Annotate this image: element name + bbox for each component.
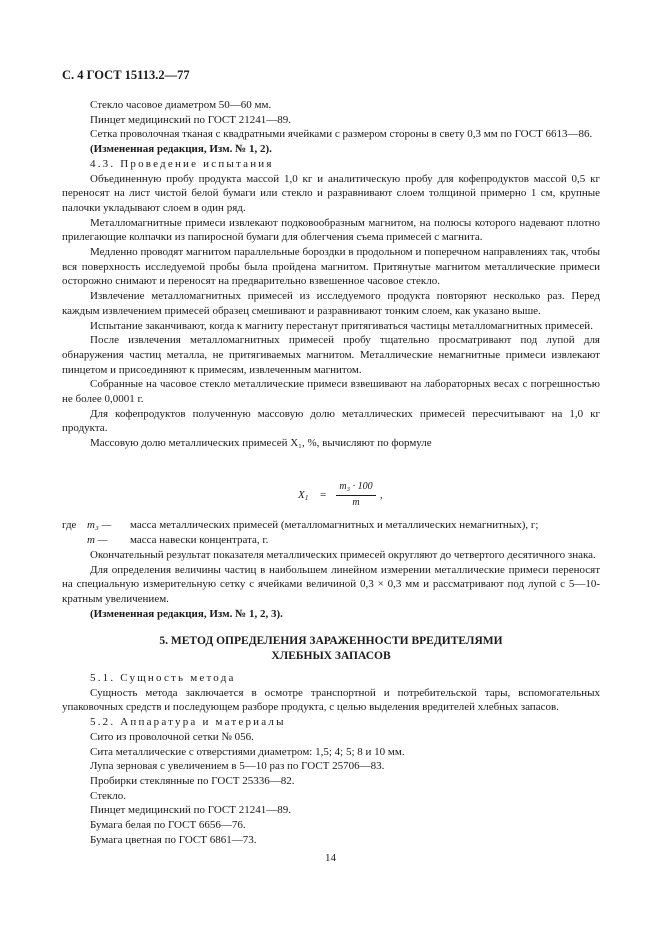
legend-row xyxy=(62,533,600,548)
paragraph: Пинцет медицинский по ГОСТ 21241—89. xyxy=(90,113,291,126)
list-item: Бумага цветная по ГОСТ 6861—73. xyxy=(90,833,257,846)
paragraph: Для кофепродуктов полученную массовую долю металлических примесей пересчитывают на 1,0 кг продукта. xyxy=(62,407,600,435)
formula xyxy=(298,481,418,521)
paragraph: Сетка проволочная тканая с квадратными ячейками с размером стороны в свету 0,3 мм по ГОСТ 6613—86. xyxy=(90,128,593,141)
paragraph: Сущность метода заключается в осмотре транспортной и потребительской тары, вспомогательных упаковочных средств и последующем разборе продукта, с целью выделения вредителей хлебных запасов. xyxy=(62,686,600,714)
section-4-body xyxy=(62,98,600,451)
paragraph: Извлечение металломагнитных примесей из исследуемого продукта повторяют несколько раз. Перед каждым извлечением примесей образец смешивают и разравнивают тонким слоем, как указано выше. xyxy=(62,290,600,317)
formula-legend xyxy=(62,518,600,547)
paragraph: Стекло часовое диаметром 50—60 мм. xyxy=(90,99,272,111)
page-header: С. 4 ГОСТ 15113.2—77 xyxy=(62,68,190,82)
list-item: Сито из проволочной сетки № 056. xyxy=(90,730,254,743)
page-number: 14 xyxy=(325,852,336,864)
fraction-bar xyxy=(336,495,376,496)
formula-numerator: m₃ · 100 xyxy=(339,481,373,492)
formula-lhs: $X_1$ xyxy=(298,489,309,502)
paragraph: Испытание заканчивают, когда к магниту перестанут притягиваться частицы металломагнитных примесей. xyxy=(90,319,593,332)
amendment-note: (Измененная редакция, Изм. № 1, 2). xyxy=(90,143,272,156)
list-item: Пробирки стеклянные по ГОСТ 25336—82. xyxy=(90,774,295,787)
paragraph: После извлечения металломагнитных примесей пробу тщательно просматривают под лупой для обнаружения частиц металла, не притягиваемых магнитом. Металлические немагнитные примеси извлекают пинцетом и присоединяют к примесям, извлеченным магнитом. xyxy=(62,334,600,376)
paragraph: Для определения величины частиц в наибольшем линейном измерении металлические примеси переносят на специальную измерительную сетку с ячейками величиной 0,3 × 0,3 мм и рассматривают под лупой с 5—10-кратным увеличением. xyxy=(62,563,600,606)
list-item: Пинцет медицинский по ГОСТ 21241—89. xyxy=(90,804,291,817)
legend-row xyxy=(62,518,600,533)
subsection-heading: 4.3. Проведение испытания xyxy=(90,157,274,170)
legend-text: масса металлических примесей (металломагнитных и металлических немагнитных), г; xyxy=(130,519,539,531)
section-title-line: ХЛЕБНЫХ ЗАПАСОВ xyxy=(271,650,391,662)
formula-equals: = xyxy=(320,489,327,501)
subsection-heading: 5.2. Аппаратура и материалы xyxy=(90,716,286,729)
section-5-title xyxy=(62,634,600,664)
formula-denominator: m xyxy=(352,497,360,508)
list-item: Лупа зерновая с увеличением в 5—10 раз по ГОСТ 25706—83. xyxy=(90,760,385,773)
section-4-continued xyxy=(62,548,600,622)
legend-prefix: где xyxy=(62,519,77,531)
paragraph: Медленно проводят магнитом параллельные бороздки в продольном и поперечном направлениях так, чтобы вся поверхность исследуемой пробы была пройдена магнитом. Притянутые магнитом металлические примеси осторожно снимают и переносят на предварительно взвешенное часовое стекло. xyxy=(62,246,600,288)
paragraph: Массовую долю металлических примесей X₁, %, вычисляют по формуле xyxy=(90,437,432,450)
list-item: Бумага белая по ГОСТ 6656—76. xyxy=(90,819,246,832)
paragraph: Металломагнитные примеси извлекают подковообразным магнитом, на полюсы которого надевают плотно прилегающие колпачки из папиросной бумаги для облегчения съема примесей с магнита. xyxy=(62,216,600,244)
formula-comma: , xyxy=(380,489,383,501)
paragraph: Объединенную пробу продукта массой 1,0 кг и аналитическую пробу для кофепродуктов массой 0,5 кг переносят на лист чистой белой бумаги или стекло и разравнивают слоем толщиной примерно 1 см, крупные палочки укладывают слоем в один ряд. xyxy=(62,172,600,214)
list-item: Сита металлические с отверстиями диаметром: 1,5; 4; 5; 8 и 10 мм. xyxy=(90,745,405,758)
paragraph: Собранные на часовое стекло металлические примеси взвешивают на лабораторных весах с погрешностью не более 0,0001 г. xyxy=(62,378,600,406)
legend-text: масса навески концентрата, г. xyxy=(130,533,269,546)
section-5-body xyxy=(62,671,600,847)
legend-symbol: m — xyxy=(87,533,108,546)
list-item: Стекло. xyxy=(90,789,126,802)
amendment-note: (Измененная редакция, Изм. № 1, 2, 3). xyxy=(90,607,283,620)
subsection-heading: 5.1. Сущность метода xyxy=(90,672,236,684)
section-title-line: 5. МЕТОД ОПРЕДЕЛЕНИЯ ЗАРАЖЕННОСТИ ВРЕДИТЕЛЯМИ xyxy=(159,635,503,647)
paragraph: Окончательный результат показателя металлических примесей округляют до четвертого десятичного знака. xyxy=(90,549,596,561)
legend-symbol: m₃ — xyxy=(87,519,112,531)
